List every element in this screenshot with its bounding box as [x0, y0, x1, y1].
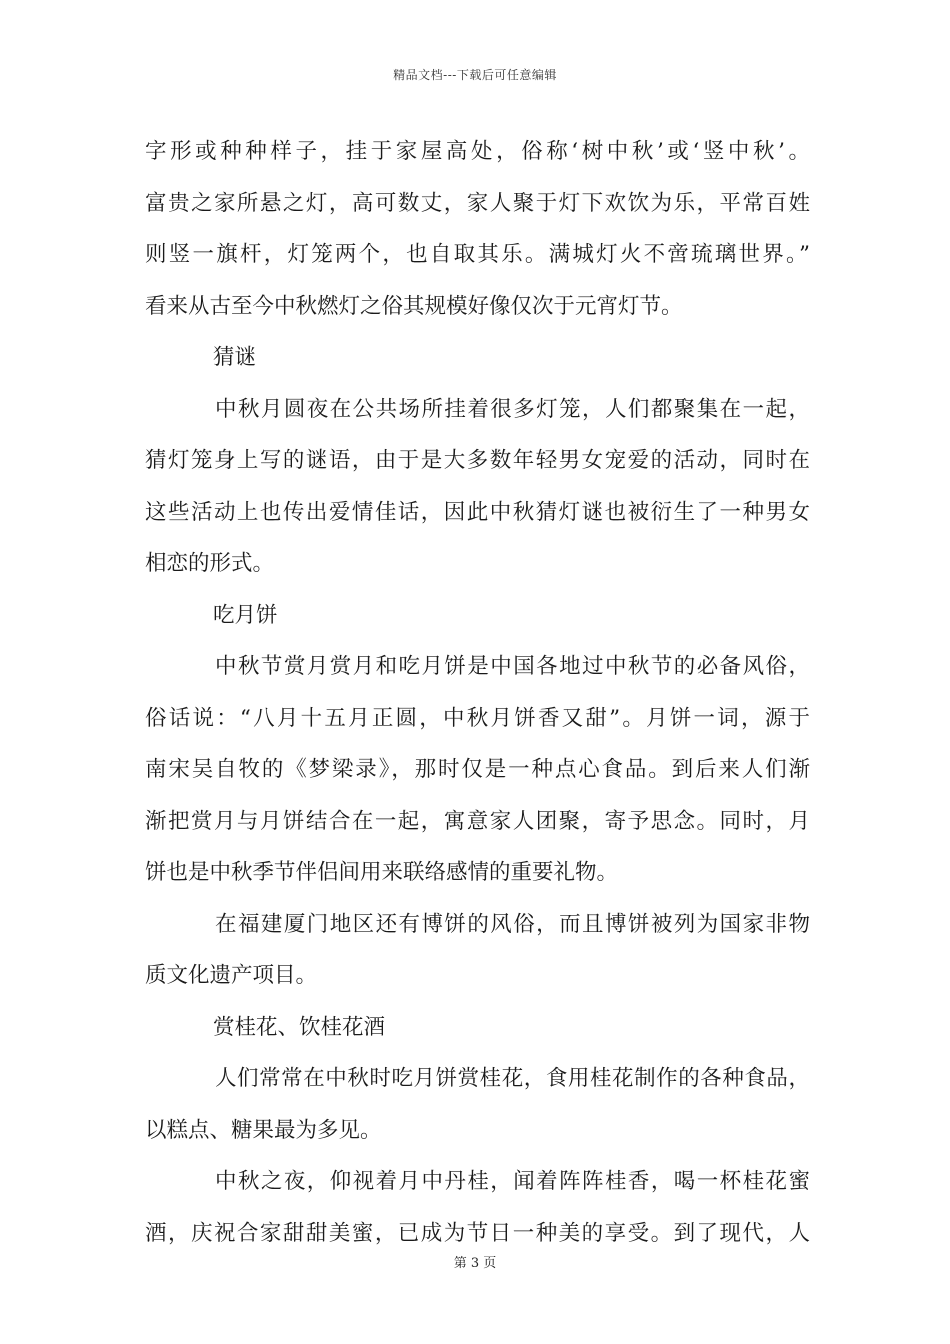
body-line: 人们常常在中秋时吃月饼赏桂花，食用桂花制作的各种食品， [215, 1066, 810, 1091]
body-line: 中秋月圆夜在公共场所挂着很多灯笼，人们都聚集在一起， [215, 396, 810, 422]
body-line: 字形或种种样子，挂于家屋高处，俗称‘树中秋’或‘竖中秋’。 [145, 139, 810, 164]
body-line: 猜灯笼身上写的谜语，由于是大多数年轻男女宠爱的活动，同时在 [145, 448, 810, 473]
body-line: 则竖一旗杆，灯笼两个，也自取其乐。满城灯火不啻琉璃世界。” [145, 242, 810, 267]
body-line: 中秋节赏月赏月和吃月饼是中国各地过中秋节的必备风俗， [215, 654, 810, 679]
body-line: 渐把赏月与月饼结合在一起，寓意家人团聚，寄予思念。同时，月 [145, 808, 810, 834]
body-line: 以糕点、糖果最为多见。 [145, 1117, 382, 1143]
body-line: 饼也是中秋季节伴侣间用来联络感情的重要礼物。 [145, 860, 619, 885]
body-line: 质文化遗产项目。 [145, 963, 318, 988]
body-line: 俗话说：“八月十五月正圆，中秋月饼香又甜”。月饼一词，源于 [145, 705, 810, 731]
body-line: 中秋之夜，仰视着月中丹桂，闻着阵阵桂香，喝一杯桂花蜜 [215, 1169, 810, 1194]
body-line: 富贵之家所悬之灯，高可数丈，家人聚于灯下欢饮为乐，平常百姓 [145, 190, 810, 216]
body-line: 相恋的形式。 [145, 551, 275, 576]
body-line: 南宋吴自牧的《梦梁录》，那时仅是一种点心食品。到后来人们渐 [145, 757, 810, 782]
body-line: 酒，庆祝合家甜甜美蜜，已成为节日一种美的享受。到了现代，人 [145, 1220, 810, 1246]
section-heading: 赏桂花、饮桂花酒 [213, 1014, 386, 1040]
page-header: 精品文档---下载后可任意编辑 [393, 68, 557, 82]
body-line: 这些活动上也传出爱情佳话，因此中秋猜灯谜也被衍生了一种男女 [145, 499, 810, 525]
document-body [145, 126, 810, 1259]
body-line: 在福建厦门地区还有博饼的风俗，而且博饼被列为国家非物 [215, 911, 810, 937]
page-number: 第 3 页 [453, 1256, 497, 1271]
section-heading: 吃月饼 [213, 602, 278, 628]
section-heading: 猜谜 [213, 345, 257, 370]
body-line: 看来从古至今中秋燃灯之俗其规模好像仅次于元宵灯节。 [145, 293, 683, 319]
